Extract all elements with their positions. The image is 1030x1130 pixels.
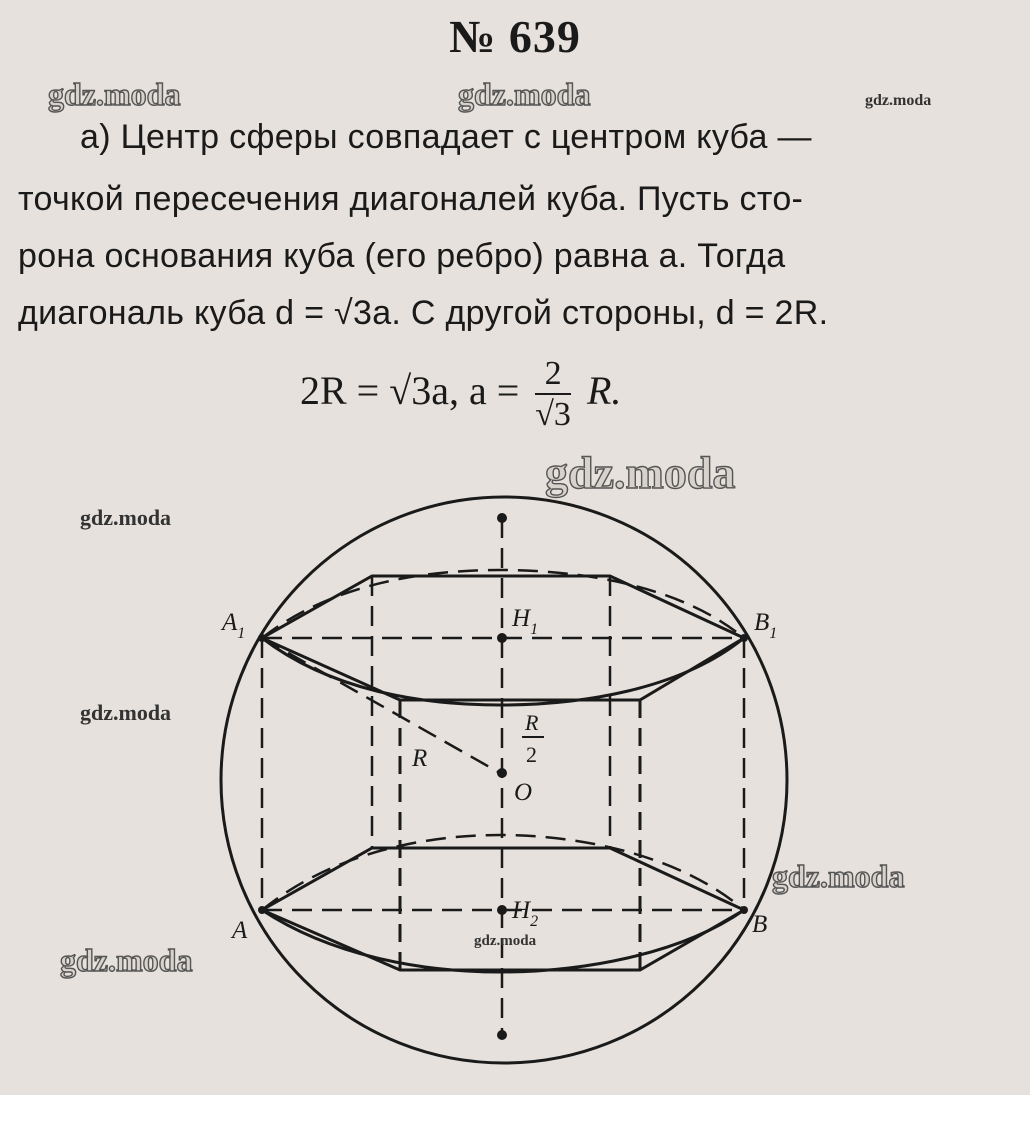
watermark-8: gdz.moda bbox=[474, 933, 537, 949]
text-line-3: рона основания куба (его ребро) равна a. Тогда bbox=[18, 237, 786, 275]
label-A: A bbox=[232, 917, 248, 944]
point-O bbox=[497, 768, 507, 778]
label-R: R bbox=[412, 745, 428, 772]
watermark-3: gdz.moda bbox=[865, 92, 932, 109]
top-pole-point bbox=[497, 513, 507, 523]
fraction-denominator: √3 bbox=[535, 396, 571, 433]
label-A1: $A_1$ bbox=[222, 609, 246, 642]
point-B bbox=[740, 906, 748, 914]
watermark-6: gdz.moda bbox=[80, 700, 172, 725]
formula-a-eq: a = bbox=[468, 368, 520, 414]
point-B1 bbox=[740, 634, 748, 642]
text-line-4: диагональ куба d = √3a. С другой стороны, d = 2R. bbox=[18, 294, 829, 332]
watermark-9: gdz.moda bbox=[60, 942, 193, 978]
sphere-outline bbox=[221, 497, 787, 1063]
point-A bbox=[258, 906, 266, 914]
lower-section-back bbox=[262, 835, 744, 910]
bottom-pole-point bbox=[497, 1030, 507, 1040]
watermark-7: gdz.moda bbox=[772, 858, 905, 894]
formula-rhs: R. bbox=[586, 368, 622, 414]
text-line-2: точкой пересечения диагоналей куба. Пусть сто- bbox=[18, 180, 804, 218]
watermark-2: gdz.moda bbox=[458, 76, 591, 112]
watermark-4: gdz.moda bbox=[545, 447, 736, 498]
point-H2 bbox=[497, 905, 507, 915]
label-R-half-den: 2 bbox=[526, 742, 537, 767]
point-A1 bbox=[258, 634, 266, 642]
point-H1 bbox=[497, 633, 507, 643]
fraction-numerator: 2 bbox=[535, 355, 571, 395]
label-H2: $H_2$ bbox=[512, 897, 539, 930]
label-B: B bbox=[752, 911, 768, 938]
watermark-5: gdz.moda bbox=[80, 505, 172, 530]
problem-number: № 639 bbox=[449, 11, 581, 62]
label-R-half-num: R bbox=[525, 710, 539, 735]
label-O: O bbox=[514, 779, 533, 806]
watermark-1: gdz.moda bbox=[48, 76, 181, 112]
label-B1: $B_1$ bbox=[754, 609, 778, 642]
formula-lhs: 2R = √3a, bbox=[300, 368, 459, 414]
text-line-1: а) Центр сферы совпадает с центром куба — bbox=[80, 118, 812, 156]
label-H1: $H_1$ bbox=[512, 605, 539, 638]
